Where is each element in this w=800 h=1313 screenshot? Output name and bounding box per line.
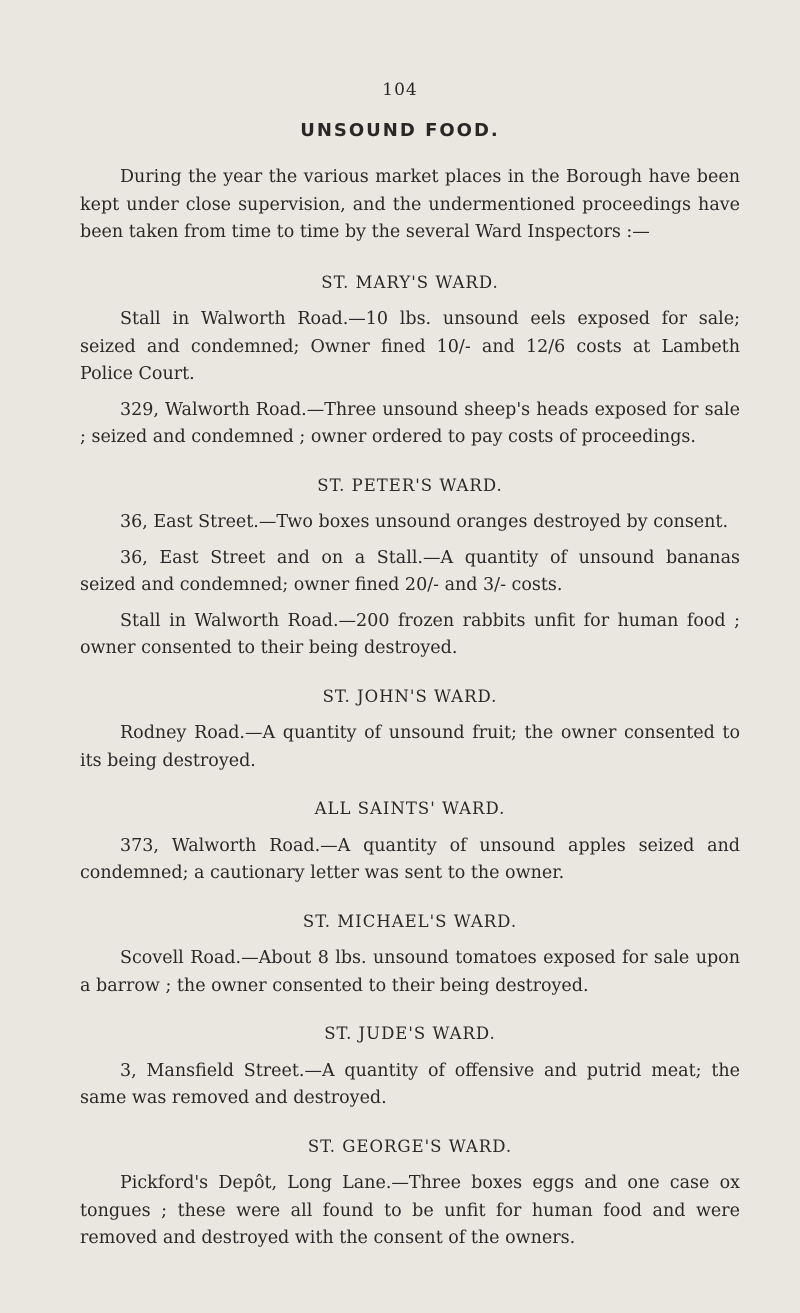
- document-body: [80, 164, 740, 1253]
- page-title: UNSOUND FOOD.: [300, 120, 500, 141]
- ward-heading: ST. MICHAEL'S WARD.: [302, 911, 518, 931]
- page-number: 104: [382, 80, 418, 100]
- ward-entry: Stall in Walworth Road.—200 frozen rabbits unfit for human food ; owner consented to their being destroyed.: [80, 610, 740, 658]
- ward-entry: Scovell Road.—About 8 lbs. unsound tomatoes exposed for sale upon a barrow ; the owner consented to their being destroyed.: [80, 948, 740, 996]
- ward-heading: ST. JUDE'S WARD.: [324, 1024, 496, 1043]
- ward-entry: 36, East Street and on a Stall.—A quantity of unsound bananas seized and condemned; owner fined 20/- and 3/- costs.: [80, 547, 740, 595]
- ward-heading: ALL SAINTS' WARD.: [314, 799, 506, 818]
- ward-heading: ST. GEORGE'S WARD.: [307, 1136, 513, 1156]
- ward-section-st-johns: [80, 683, 740, 776]
- ward-entry: Stall in Walworth Road.—10 lbs. unsound eels exposed for sale; seized and condemned; Owner fined 10/- and 12/6 costs at Lambeth Police Court.: [80, 309, 740, 384]
- ward-heading: ST. PETER'S WARD.: [317, 475, 503, 495]
- ward-section-st-michaels: [80, 908, 740, 1001]
- ward-heading: ST. MARY'S WARD.: [321, 272, 499, 292]
- ward-entry: Pickford's Depôt, Long Lane.—Three boxes eggs and one case ox tongues ; these were all found to be unfit for human food and were removed and destroyed with the consent of the owners.: [80, 1173, 740, 1248]
- ward-heading: ST. JOHN'S WARD.: [322, 686, 498, 706]
- ward-section-st-georges: [80, 1133, 740, 1253]
- ward-section-st-marys: [80, 269, 740, 452]
- ward-entry: 36, East Street.—Two boxes unsound oranges destroyed by consent.: [120, 512, 729, 532]
- ward-entry: 373, Walworth Road.—A quantity of unsound apples seized and condemned; a cautionary letter was sent to the owner.: [80, 835, 740, 883]
- intro-paragraph: During the year the various market places in the Borough have been kept under close supervision, and the undermentioned proceedings have been taken from time to time by the several Ward Inspectors :—: [80, 167, 740, 242]
- ward-section-all-saints: [80, 795, 740, 888]
- ward-entry: 329, Walworth Road.—Three unsound sheep's heads exposed for sale ; seized and condemned ; owner ordered to pay costs of proceedings.: [80, 399, 740, 447]
- ward-section-st-judes: [80, 1020, 740, 1113]
- ward-entry: Rodney Road.—A quantity of unsound fruit; the owner consented to its being destroyed.: [80, 723, 740, 771]
- ward-section-st-peters: [80, 472, 740, 663]
- ward-entry: 3, Mansfield Street.—A quantity of offensive and putrid meat; the same was removed and destroyed.: [80, 1060, 740, 1108]
